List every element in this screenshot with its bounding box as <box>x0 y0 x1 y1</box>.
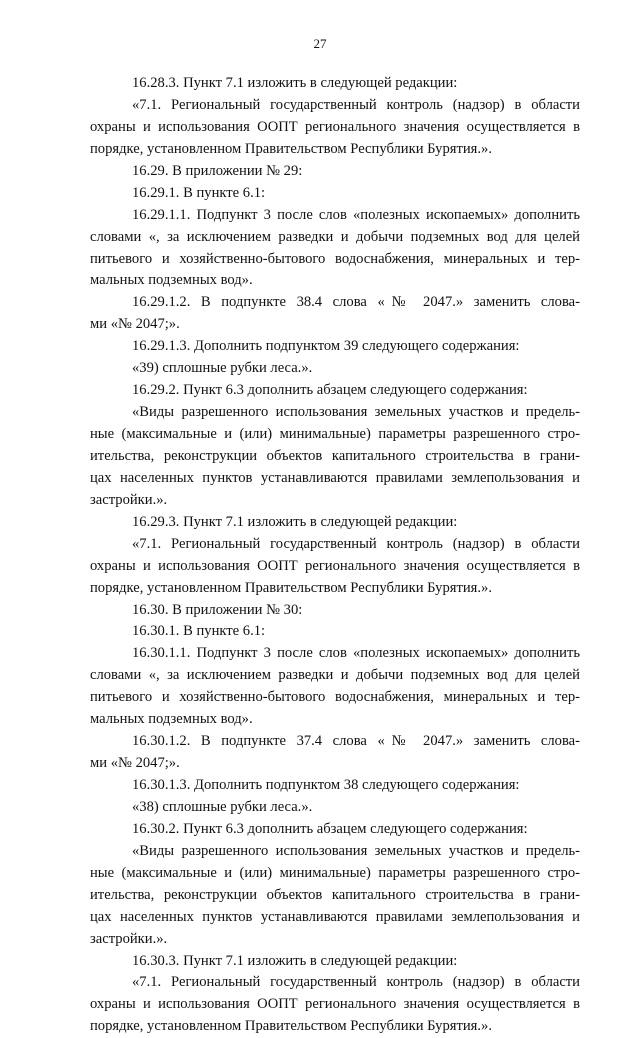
text-line: цах населенных пунктов устанавливаются правилами землепользования и <box>90 469 580 486</box>
text-line: 16.30.3. Пункт 7.1 изложить в следующей редакции: <box>132 952 458 969</box>
text-line: «7.1. Региональный государственный контроль (надзор) в области <box>132 535 580 552</box>
text-line: порядке, установленном Правительством Республики Бурятия.». <box>90 140 492 157</box>
text-line: цах населенных пунктов устанавливаются правилами землепользования и <box>90 908 580 925</box>
text-line: 16.29.3. Пункт 7.1 изложить в следующей редакции: <box>132 513 458 530</box>
text-line: ительства, реконструкции объектов капитального строительства в грани- <box>90 447 580 464</box>
text-line: ные (максимальные и (или) минимальные) параметры разрешенного стро- <box>90 864 580 881</box>
text-line: питьевого и хозяйственно-бытового водоснабжения, минеральных и тер- <box>90 250 580 267</box>
text-line: «39) сплошные рубки леса.». <box>132 360 313 377</box>
text-line: мальных подземных вод». <box>90 272 253 289</box>
text-line: 16.29.2. Пункт 6.3 дополнить абзацем следующего содержания: <box>132 382 528 399</box>
text-line: ительства, реконструкции объектов капитального строительства в грани- <box>90 886 580 903</box>
text-line: 16.30.1.3. Дополнить подпунктом 38 следующего содержания: <box>132 777 520 793</box>
text-line: словами «, за исключением разведки и добычи подземных вод для целей <box>90 667 580 684</box>
text-line: ми «№ 2047;». <box>90 316 180 333</box>
text-line: «Виды разрешенного использования земельных участков и предель- <box>132 404 580 421</box>
text-line: «7.1. Региональный государственный контроль (надзор) в области <box>132 96 580 113</box>
text-line: 16.30. В приложении № 30: <box>132 601 303 618</box>
text-line: охраны и использования ООПТ регионального значения осуществляется в <box>90 557 580 574</box>
text-line: порядке, установленном Правительством Республики Бурятия.». <box>90 579 492 596</box>
text-line: 16.30.1.2. В подпункте 37.4 слова «№ 2047.» заменить слова- <box>132 733 580 750</box>
text-line: 16.29.1.3. Дополнить подпунктом 39 следующего содержания: <box>132 338 520 355</box>
text-line: 16.30.2. Пункт 6.3 дополнить абзацем следующего содержания: <box>132 820 528 837</box>
text-line: ные (максимальные и (или) минимальные) параметры разрешенного стро- <box>90 426 580 442</box>
text-line: питьевого и хозяйственно-бытового водоснабжения, минеральных и тер- <box>90 689 580 706</box>
text-line: 16.29. В приложении № 29: <box>132 162 303 179</box>
text-line: застройки.». <box>90 491 168 508</box>
text-line: «Виды разрешенного использования земельных участков и предель- <box>132 842 580 859</box>
text-line: 16.29.1.1. Подпункт 3 после слов «полезных ископаемых» дополнить <box>132 206 580 223</box>
text-line: словами «, за исключением разведки и добычи подземных вод для целей <box>90 228 580 245</box>
text-line: охраны и использования ООПТ регионального значения осуществляется в <box>90 118 580 135</box>
text-line: охраны и использования ООПТ регионального значения осуществляется в <box>90 996 580 1013</box>
page-number: 27 <box>313 36 327 51</box>
text-line: 16.29.1. В пункте 6.1: <box>132 184 266 201</box>
text-line: «38) сплошные рубки леса.». <box>132 798 313 815</box>
document-body <box>90 73 580 1038</box>
text-line: 16.30.1.1. Подпункт 3 после слов «полезных ископаемых» дополнить <box>132 645 580 662</box>
text-line: ми «№ 2047;». <box>90 755 180 772</box>
text-line: мальных подземных вод». <box>90 711 253 728</box>
text-line: 16.28.3. Пункт 7.1 изложить в следующей редакции: <box>132 75 458 91</box>
text-line: застройки.». <box>90 930 168 947</box>
text-line: «7.1. Региональный государственный контроль (надзор) в области <box>132 974 580 991</box>
text-line: порядке, установленном Правительством Республики Бурятия.». <box>90 1018 492 1035</box>
text-line: 16.30.1. В пункте 6.1: <box>132 623 266 640</box>
text-line: 16.29.1.2. В подпункте 38.4 слова «№ 2047.» заменить слова- <box>132 294 580 311</box>
